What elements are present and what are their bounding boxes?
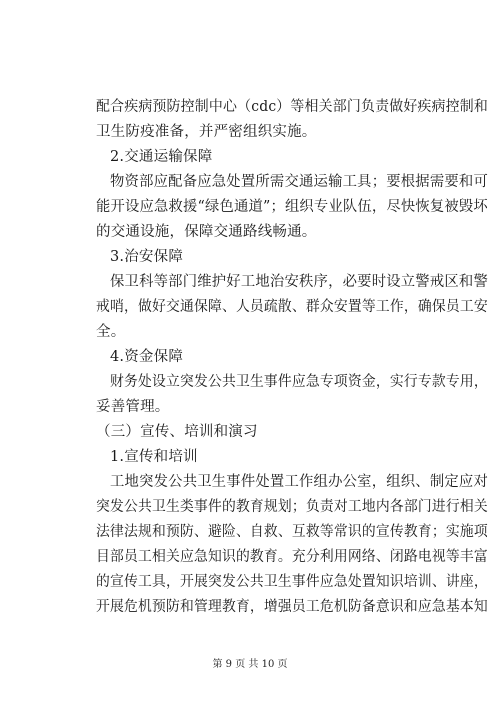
section-heading: 4.资金保障 xyxy=(110,349,184,365)
paragraph-line: 保卫科等部门维护好工地治安秩序，必要时设立警戒区和警 xyxy=(110,274,488,290)
section-heading: 2.交通运输保障 xyxy=(110,149,213,165)
page-footer: 第 9 页 共 10 页 xyxy=(212,659,288,670)
section-heading: 1.宣传和培训 xyxy=(110,449,198,465)
paragraph-line: 物资部应配备应急处置所需交通运输工具；要根据需要和可 xyxy=(110,174,488,190)
section-heading: 3.治安保障 xyxy=(110,249,184,265)
paragraph-line: 的交通设施，保障交通路线畅通。 xyxy=(96,224,317,240)
paragraph-line: 卫生防疫准备，并严密组织实施。 xyxy=(96,124,317,140)
paragraph-line: 财务处设立突发公共卫生事件应急专项资金，实行专款专用， xyxy=(110,374,488,390)
paragraph-line: 能开设应急救援“绿色通道”；组织专业队伍，尽快恢复被毁坏 xyxy=(96,199,488,215)
paragraph-line: 法律法规和预防、避险、自救、互救等常识的宣传教育；实施项 xyxy=(96,524,488,540)
paragraph-line: 配合疾病预防控制中心（cdc）等相关部门负责做好疾病控制和 xyxy=(96,99,488,115)
paragraph-line: 的宣传工具，开展突发公共卫生事件应急处置知识培训、讲座， xyxy=(96,574,488,590)
paragraph-line: 全。 xyxy=(96,324,126,340)
paragraph-line: 开展危机预防和管理教育，增强员工危机防备意识和应急基本知 xyxy=(96,599,488,615)
section-heading: （三）宣传、培训和演习 xyxy=(96,424,258,440)
paragraph-line: 工地突发公共卫生事件处置工作组办公室，组织、制定应对 xyxy=(110,474,488,490)
paragraph-line: 突发公共卫生类事件的教育规划；负责对工地内各部门进行相关 xyxy=(96,499,488,515)
paragraph-line: 目部员工相关应急知识的教育。充分利用网络、闭路电视等丰富 xyxy=(96,549,488,565)
paragraph-line: 妥善管理。 xyxy=(96,399,170,415)
paragraph-line: 戒哨，做好交通保障、人员疏散、群众安置等工作，确保员工安 xyxy=(96,299,488,315)
